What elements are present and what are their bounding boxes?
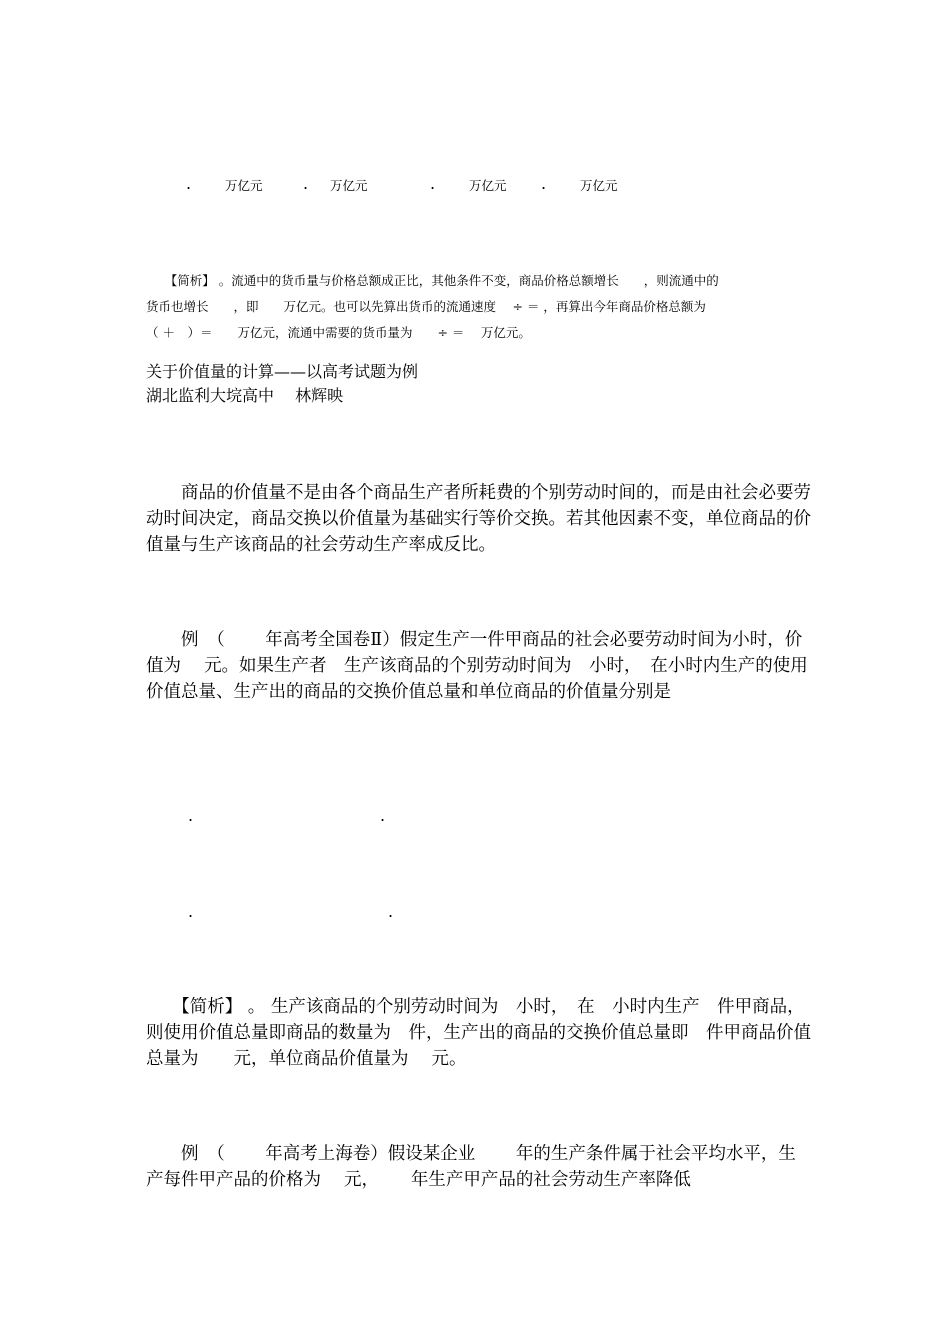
option-b-text: 万亿元 bbox=[330, 178, 368, 193]
option-b-dot: . bbox=[303, 174, 309, 193]
option-a-text: 万亿元 bbox=[225, 178, 263, 193]
example2-paragraph: 例 （ 年高考上海卷）假设某企业 年的生产条件属于社会平均水平，生产每件甲产品的价格为 元， 年生产甲产品的社会劳动生产率降低 bbox=[146, 1144, 796, 1190]
option-d-text: 万亿元 bbox=[580, 178, 618, 193]
article-author: 湖北监利大垸高中 林辉映 bbox=[146, 386, 344, 405]
article-title: 关于价值量的计算——以高考试题为例 bbox=[146, 362, 419, 381]
option-c-text: 万亿元 bbox=[469, 178, 507, 193]
analysis1-line-1: 【简析】 。流通中的货币量与价格总额成正比，其他条件不变，商品价格总额增长 ，则流通中的 bbox=[146, 273, 719, 288]
analysis1-line-2: 货币也增长 ，即 万亿元。也可以先算出货币的流通速度 ÷ ＝ ，再算出今年商品价格总额为 bbox=[146, 299, 706, 314]
option-a-dot: . bbox=[186, 174, 192, 193]
ex1-option-b-dot: . bbox=[380, 806, 386, 825]
intro-paragraph: 商品的价值量不是由各个商品生产者所耗费的个别劳动时间的，而是由社会必要劳动时间决定，商品交换以价值量为基础实行等价交换。若其他因素不变，单位商品的价值量与生产该商品的社会劳动生产率成反比。 bbox=[146, 483, 811, 555]
option-d-dot: . bbox=[541, 174, 547, 193]
analysis1-line-3: （ ＋ ）＝ 万亿元，流通中需要的货币量为 ÷ ＝ 万亿元。 bbox=[146, 325, 531, 340]
analysis2-paragraph: 【简析】 。 生产该商品的个别劳动时间为 小时， 在 小时内生产 件甲商品，则使用价值总量即商品的数量为 件，生产出的商品的交换价值总量即 件甲商品价值总量为 元，单位商品价值量为 元。 bbox=[146, 997, 811, 1069]
ex1-option-d-dot: . bbox=[388, 902, 394, 921]
option-c-dot: . bbox=[430, 174, 436, 193]
ex1-option-a-dot: . bbox=[188, 806, 194, 825]
example1-paragraph: 例 （ 年高考全国卷Ⅱ）假定生产一件甲商品的社会必要劳动时间为小时，价值为 元。如果生产者 生产该商品的个别劳动时间为 小时， 在小时内生产的使用价值总量、生产出的商品的交换价值总量和单位商品的价值量分别是 bbox=[146, 630, 808, 702]
ex1-option-c-dot: . bbox=[188, 902, 194, 921]
